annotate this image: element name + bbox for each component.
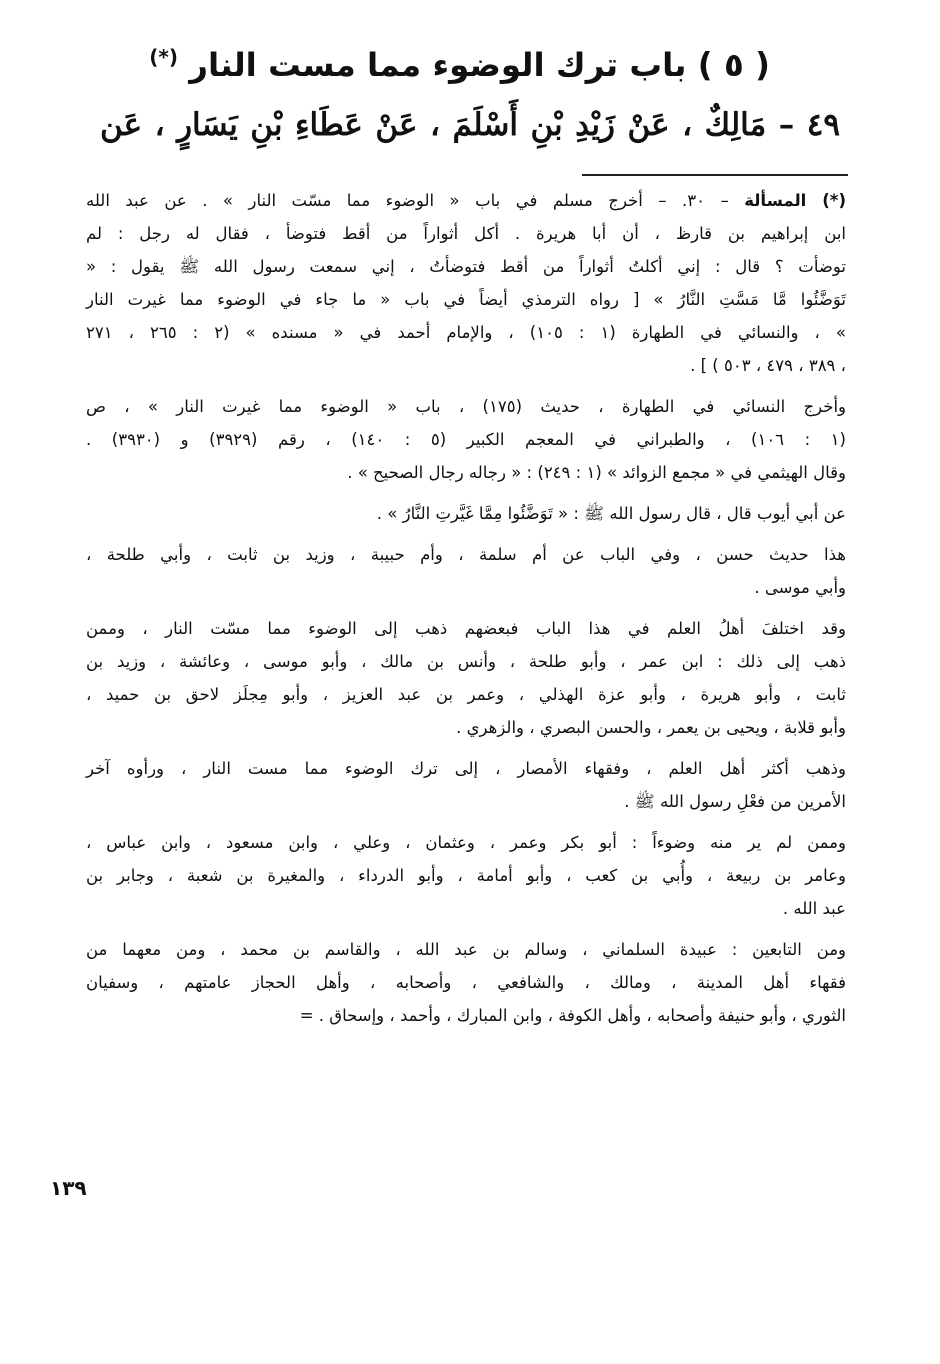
footnote-paragraph-3 bbox=[86, 497, 846, 530]
footnote-paragraph-5 bbox=[86, 612, 846, 744]
footnote-line: الثوري ، وأبو حنيفة وأصحابه ، وأهل الكوفة ، وابن المبارك ، وأحمد ، وإسحاق . = bbox=[299, 1006, 846, 1025]
page-number: ١٣٩ bbox=[50, 1176, 87, 1200]
footnote-line: وقد اختلفَ أهلُ العلم في هذا الباب فبعضهم ذهب إلى الوضوء مما مسّت النار ، وممن bbox=[86, 619, 846, 638]
footnote-line: عن أبي أيوب قال ، قال رسول الله ﷺ : « تَوَضَّئُوا مِمَّا غَيَّرتِ النَّارُ » . bbox=[376, 504, 846, 523]
footnote-separator bbox=[582, 174, 848, 176]
footnote-line: (*) المسألة – ٣٠. – أخرج مسلم في باب « الوضوء مما مسّت النار » . عن عبد الله bbox=[86, 191, 846, 210]
footnote-line: ابن إبراهيم بن قارظ ، أن أبا هريرة . أكل أثواراً من أقط فتوضأ ، فقال له رجل : لم bbox=[86, 224, 846, 243]
footnote-line: هذا حديث حسن ، وفي الباب عن أم سلمة ، وأم حبيبة ، وزيد بن ثابت ، وأبي طلحة ، bbox=[86, 545, 846, 564]
footnote-line: ذهب إلى ذلك : ابن عمر ، وأبو طلحة ، وأنس بن مالك ، وأبو موسى ، وعائشة ، وزيد بن bbox=[86, 652, 846, 671]
footnote-line: وممن لم ير منه وضوءاً : أبو بكر وعمر ، وعثمان ، وعلي ، وابن مسعود ، وابن عباس ، bbox=[86, 833, 846, 852]
footnote-paragraph-4 bbox=[86, 538, 846, 604]
chapter-title bbox=[150, 32, 770, 90]
footnote-line: فقهاء أهل المدينة ، ومالك ، والشافعي ، وأصحابه ، وأهل الحجاز عامتهم ، وسفيان bbox=[86, 973, 846, 992]
footnote-line: عبد الله . bbox=[782, 899, 846, 918]
footnote-paragraph-2 bbox=[86, 390, 846, 489]
footnote-line: وذهب أكثر أهل العلم ، وفقهاء الأمصار ، إلى ترك الوضوء مما مست النار ، ورأوه آخر bbox=[86, 759, 846, 778]
hadith-isnad-line: ٤٩ – مَالِكٌ ، عَنْ زَيْدِ بْنِ أَسْلَمَ ، عَنْ عَطَاءِ بْنِ يَسَارٍ ، عَن bbox=[100, 107, 841, 143]
chapter-title-text: ( ٥ ) باب ترك الوضوء مما مست النار bbox=[189, 45, 770, 84]
footnote-paragraph-8 bbox=[86, 933, 846, 1032]
footnote-line: تَوَضَّئُوا مَّا مَسَّتِ النَّارُ » [ رواه الترمذي أيضاً في باب « ما جاء في الوضوء مما غيرت النار bbox=[86, 290, 846, 309]
footnote-line: وأخرج النسائي في الطهارة ، حديث (١٧٥) ، باب « الوضوء مما غيرت النار » ، ص bbox=[86, 397, 847, 416]
footnote-marker: (*) bbox=[149, 45, 178, 69]
footnote-line: ، ٣٨٩ ، ٤٧٩ ، ٥٠٣ ) ] . bbox=[690, 356, 846, 375]
footnote-paragraph-7 bbox=[86, 826, 846, 925]
footnote-line: وأبي موسى . bbox=[754, 578, 846, 597]
footnote-line: ومن التابعين : عبيدة السلماني ، وسالم بن عبد الله ، والقاسم بن محمد ، ومن معهما من bbox=[86, 940, 846, 959]
footnote-line: توضأت ؟ قال : إني أكلتُ أثواراً من أقط فتوضأتُ ، إني سمعت رسول الله ﷺ يقول : « bbox=[86, 257, 846, 276]
footnote-line: وعامر بن ربيعة ، وأُبي بن كعب ، وأبو أمامة ، وأبو الدرداء ، والمغيرة بن شعبة ، وجابر بن bbox=[86, 866, 846, 885]
footnote-line: » ، والنسائي في الطهارة (١ : ١٠٥) ، والإمام أحمد في « مسنده » (٢ : ٢٦٥ ، ٢٧١ bbox=[86, 323, 846, 342]
footnote-paragraph-6 bbox=[86, 752, 846, 818]
footnote-paragraph-1 bbox=[86, 184, 846, 382]
footnote-label: (*) المسألة bbox=[744, 191, 846, 210]
footnote-line: وقال الهيثمي في « مجمع الزوائد » (١ : ٢٤٩) : « رجاله رجال الصحيح » . bbox=[347, 463, 846, 482]
footnote-line: ثابت ، وأبو هريرة ، وأبو عزة الهذلي ، وعمر بن عبد العزيز ، وأبو مِجلَز لاحق بن حميد ، bbox=[86, 685, 846, 704]
footnote-line: وأبو قلابة ، ويحيى بن يعمر ، والحسن البصري ، والزهري . bbox=[456, 718, 846, 737]
footnote-line: (١ : ١٠٦) ، والطبراني في المعجم الكبير (٥ : ١٤٠) ، رقم (٣٩٢٩) و (٣٩٣٠) . bbox=[86, 430, 846, 449]
footnote-body bbox=[86, 184, 846, 1040]
footnote-line: الأمرين من فعْلِ رسول الله ﷺ . bbox=[624, 792, 846, 811]
